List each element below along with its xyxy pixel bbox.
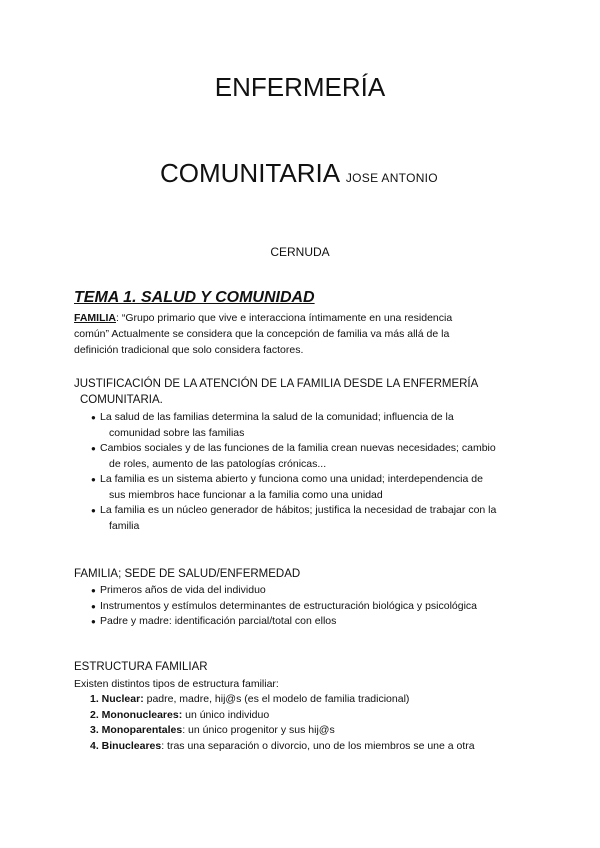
justificacion-heading-line2: COMUNITARIA.: [80, 394, 163, 406]
familia-definition-line2: común” Actualmente se considera que la concepción de familia va más allá de la: [74, 328, 450, 340]
estructura-list: [90, 692, 475, 754]
estructura-heading: ESTRUCTURA FAMILIAR: [74, 661, 208, 673]
section-title-tema: TEMA 1. SALUD Y COMUNIDAD: [74, 289, 315, 306]
list-item-line1: ● La salud de las familias determina la salud de la comunidad; influencia de la: [100, 411, 454, 423]
familia-definition-line1: [74, 310, 452, 326]
estructura-intro: Existen distintos tipos de estructura familiar:: [74, 678, 279, 690]
list-item-line2: comunidad sobre las familias: [109, 426, 245, 439]
familia-term: FAMILIA: [74, 312, 116, 324]
list-item-text: : un único progenitor y sus hij@s: [182, 724, 335, 736]
list-item: [90, 723, 475, 739]
list-item: ● Primeros años de vida del individuo: [91, 583, 477, 599]
justificacion-heading-line1: JUSTIFICACIÓN DE LA ATENCIÓN DE LA FAMILIA DESDE LA ENFERMERÍA: [74, 378, 479, 390]
list-item: [91, 410, 496, 441]
list-item-text: padre, madre, hij@s (es el modelo de familia tradicional): [143, 693, 410, 705]
document-title-line2: [160, 158, 438, 193]
list-item: [90, 739, 475, 755]
list-item-line2: de roles, aumento de las patologías crónicas...: [109, 457, 327, 470]
list-item-line1: ● La familia es un sistema abierto y funciona como una unidad; interdependencia de: [100, 473, 483, 485]
familia-definition-text: : “Grupo primario que vive e interacciona íntimamente en una residencia: [116, 312, 453, 324]
sede-heading: FAMILIA; SEDE DE SALUD/ENFERMEDAD: [74, 568, 301, 580]
list-item: ● Instrumentos y estímulos determinantes de estructuración biológica y psicológica: [91, 599, 477, 615]
sede-list: [91, 583, 477, 630]
author-last-name: CERNUDA: [270, 245, 330, 259]
list-item-text: : tras una separación o divorcio, uno de los miembros se une a otra: [161, 739, 475, 752]
title-comunitaria: COMUNITARIA: [160, 158, 339, 188]
list-item: [90, 708, 475, 724]
list-item-term: 2. Mononucleares:: [90, 708, 183, 721]
list-item-line1: ● Cambios sociales y de las funciones de la familia crean nuevas necesidades; cambio: [100, 442, 496, 454]
list-item: ● Padre y madre: identificación parcial/total con ellos: [91, 614, 477, 630]
list-item: [90, 692, 475, 708]
list-item-text: un único individuo: [182, 708, 270, 721]
list-item-term: 1. Nuclear:: [90, 693, 144, 705]
list-item: [91, 472, 496, 503]
list-item-term: 4. Binucleares: [90, 739, 162, 752]
justificacion-list: [91, 410, 496, 534]
list-item: [91, 503, 496, 534]
familia-definition-line3: definición tradicional que solo considera factores.: [74, 344, 304, 356]
list-item-term: 3. Monoparentales: [90, 724, 183, 736]
list-item-line2: familia: [109, 519, 140, 532]
document-title-line1: ENFERMERÍA: [214, 72, 386, 102]
list-item-line1: ● La familia es un núcleo generador de hábitos; justifica la necesidad de trabajar con la: [100, 504, 497, 516]
list-item-line2: sus miembros hace funcionar a la familia como una unidad: [109, 488, 383, 501]
author-first-name: JOSE ANTONIO: [345, 171, 438, 185]
list-item: [91, 441, 496, 472]
